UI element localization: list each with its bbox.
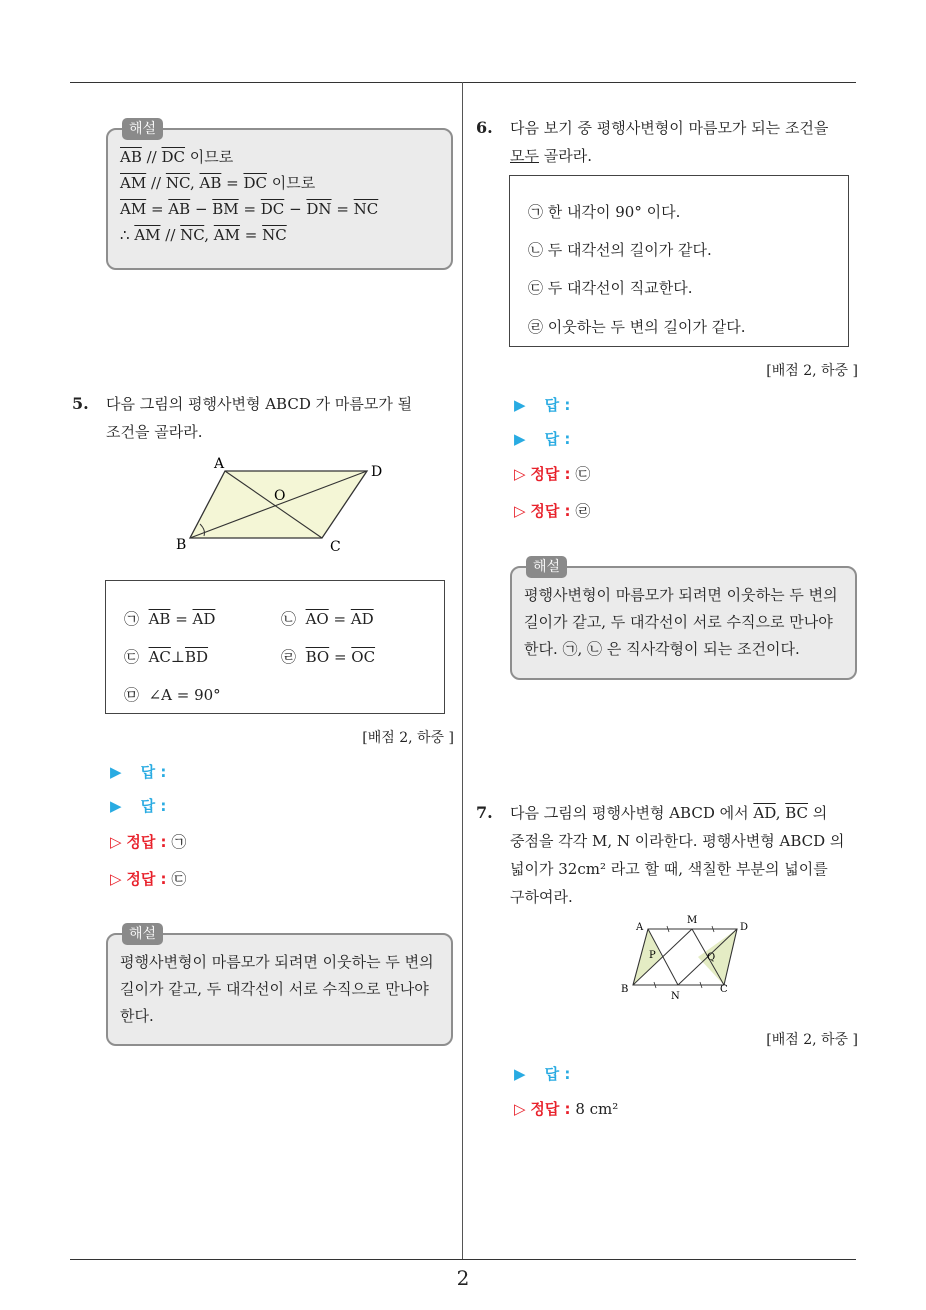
page-number: 2 bbox=[456, 1266, 470, 1290]
triangle-outline-icon: ▷ bbox=[110, 833, 122, 851]
triangle-outline-icon: ▷ bbox=[514, 1100, 526, 1118]
segment-text: $\overline{BD}$ bbox=[184, 648, 209, 666]
segment-text: $\overline{NC}$ bbox=[180, 226, 205, 244]
explanation-line bbox=[120, 170, 439, 196]
segment-text: $\overline{AD}$ bbox=[192, 610, 216, 628]
center-label-o: O bbox=[274, 488, 286, 504]
segment-text: $\overline{NC}$ bbox=[353, 200, 379, 218]
answer-label: 답 : bbox=[544, 1065, 571, 1083]
question-text bbox=[106, 390, 451, 446]
segment-text: $\overline{AC}$ bbox=[148, 648, 171, 666]
explanation-box-q6 bbox=[510, 559, 857, 680]
segment-text: $\overline{BM}$ bbox=[212, 200, 239, 218]
explanation-line: 평행사변형이 마름모가 되려면 이웃하는 두 변의 bbox=[524, 586, 838, 604]
question-number: 5. bbox=[72, 394, 89, 413]
math-text: = bbox=[238, 200, 261, 218]
vertex-label-c: C bbox=[330, 539, 341, 555]
answer-line bbox=[514, 429, 570, 449]
score-note: [배점 2, 하중 ] bbox=[766, 1032, 858, 1048]
math-text: // bbox=[146, 174, 166, 192]
explanation-line bbox=[120, 144, 439, 170]
vertex-label-d: D bbox=[740, 922, 749, 933]
option-item bbox=[281, 608, 374, 629]
triangle-outline-icon: ▷ bbox=[110, 870, 122, 888]
options-box-q6 bbox=[509, 175, 849, 347]
question-line: 중점을 각각 M, N 이라한다. 평행사변형 ABCD 의 bbox=[510, 832, 845, 850]
correct-answer-value: ㉣ bbox=[575, 502, 591, 520]
point-label-p: P bbox=[649, 950, 656, 961]
column-separator bbox=[462, 82, 463, 1259]
question-number: 7. bbox=[476, 803, 493, 822]
parallelogram-figure-q5 bbox=[168, 452, 398, 562]
vertex-label-d: D bbox=[371, 464, 383, 480]
vertex-label-b: B bbox=[176, 537, 187, 553]
play-icon: ▶ bbox=[514, 1065, 526, 1083]
correct-answer-line bbox=[110, 869, 186, 889]
segment-text: $\overline{NC}$ bbox=[262, 226, 287, 244]
question-line: 다음 그림의 평행사변형 ABCD 가 마름모가 될 bbox=[106, 395, 413, 413]
explanation-line bbox=[120, 222, 439, 248]
math-text: = bbox=[221, 174, 244, 192]
correct-answer-value: ㉢ bbox=[575, 465, 591, 483]
question-line: 넓이가 32cm² 라고 할 때, 색칠한 부분의 넓이를 bbox=[510, 860, 828, 878]
math-text: // bbox=[141, 148, 162, 166]
vertex-label-c: C bbox=[720, 984, 728, 995]
play-icon: ▶ bbox=[514, 430, 526, 448]
option-item: ㉡ 두 대각선의 길이가 같다. bbox=[528, 241, 712, 259]
correct-answer-label: 정답 : bbox=[530, 502, 571, 520]
explanation-tag: 해설 bbox=[122, 118, 163, 140]
explanation-tag: 해설 bbox=[526, 556, 567, 578]
math-text: = bbox=[328, 610, 351, 628]
option-mark: ㉡ bbox=[281, 610, 297, 628]
segment-text: $\overline{BC}$ bbox=[785, 804, 809, 822]
explanation-line bbox=[120, 196, 439, 222]
vertex-label-b: B bbox=[621, 984, 629, 995]
math-text: = bbox=[240, 226, 263, 244]
segment-text: $\overline{DC}$ bbox=[243, 174, 267, 192]
question-number: 6. bbox=[476, 118, 493, 137]
answer-line bbox=[514, 395, 570, 415]
math-text: − bbox=[190, 200, 213, 218]
explanation-line: 평행사변형이 마름모가 되려면 이웃하는 두 변의 bbox=[120, 953, 434, 971]
question-line: 다음 보기 중 평행사변형이 마름모가 되는 조건을 bbox=[510, 119, 829, 137]
option-mark: ㉤ bbox=[124, 686, 140, 704]
question-line bbox=[510, 799, 855, 827]
option-item bbox=[124, 646, 208, 667]
answer-label: 답 : bbox=[544, 396, 571, 414]
segment-text: $\overline{BO}$ bbox=[305, 648, 330, 666]
math-text: 이므로 bbox=[266, 174, 316, 192]
math-text: ⊥ bbox=[170, 648, 185, 666]
explanation-box-q4 bbox=[106, 121, 453, 270]
segment-text: $\overline{AM}$ bbox=[213, 226, 240, 244]
explanation-line: 한다. bbox=[120, 1007, 154, 1025]
score-note: [배점 2, 하중 ] bbox=[362, 730, 454, 746]
top-rule bbox=[70, 82, 856, 83]
correct-answer-label: 정답 : bbox=[530, 465, 571, 483]
math-text: , bbox=[189, 174, 200, 192]
question-line bbox=[510, 142, 855, 170]
correct-answer-line bbox=[514, 464, 590, 484]
shaded-triangle-p bbox=[633, 929, 662, 985]
segment-text: $\overline{AM}$ bbox=[120, 174, 147, 192]
play-icon: ▶ bbox=[110, 797, 122, 815]
correct-answer-line bbox=[514, 1099, 618, 1119]
math-text: = bbox=[146, 200, 169, 218]
explanation-box-q5 bbox=[106, 926, 453, 1046]
option-item: ㉠ 한 내각이 90° 이다. bbox=[528, 203, 681, 221]
segment-text: $\overline{DC}$ bbox=[260, 200, 285, 218]
math-text: 이므로 bbox=[185, 148, 234, 166]
answer-label: 답 : bbox=[140, 797, 167, 815]
correct-answer-value: 8 cm² bbox=[575, 1100, 619, 1118]
math-text: ∴ bbox=[120, 226, 135, 244]
correct-answer-line bbox=[110, 832, 186, 852]
segment-text: $\overline{AO}$ bbox=[305, 610, 329, 628]
parallelogram-figure-q7 bbox=[615, 910, 755, 1005]
play-icon: ▶ bbox=[514, 396, 526, 414]
option-item bbox=[124, 684, 221, 705]
segment-text: $\overline{AB}$ bbox=[168, 200, 191, 218]
correct-answer-label: 정답 : bbox=[126, 833, 167, 851]
option-item bbox=[124, 608, 215, 629]
triangle-outline-icon: ▷ bbox=[514, 465, 526, 483]
math-text: = bbox=[329, 648, 352, 666]
segment-text: $\overline{DN}$ bbox=[306, 200, 332, 218]
question-text-part: 다음 그림의 평행사변형 ABCD 에서 bbox=[510, 804, 754, 822]
answer-line bbox=[514, 1064, 570, 1084]
segment-text: $\overline{OC}$ bbox=[351, 648, 376, 666]
math-text: = bbox=[331, 200, 354, 218]
option-mark: ㉢ bbox=[124, 648, 140, 666]
segment-text: $\overline{AB}$ bbox=[120, 148, 142, 166]
question-text-part: , bbox=[775, 804, 786, 822]
segment-text: $\overline{AB}$ bbox=[148, 610, 171, 628]
segment-text: $\overline{AD}$ bbox=[350, 610, 374, 628]
segment-text: $\overline{AM}$ bbox=[120, 200, 147, 218]
question-text-part: 의 bbox=[808, 804, 828, 822]
option-mark: ㉣ bbox=[281, 648, 297, 666]
math-text: = bbox=[170, 610, 193, 628]
segment-text: $\overline{AM}$ bbox=[134, 226, 161, 244]
play-icon: ▶ bbox=[110, 763, 122, 781]
question-text bbox=[510, 114, 855, 170]
segment-text: $\overline{AB}$ bbox=[199, 174, 222, 192]
option-mark: ㉠ bbox=[124, 610, 140, 628]
explanation-tag: 해설 bbox=[122, 923, 163, 945]
bottom-rule bbox=[70, 1259, 856, 1260]
answer-line bbox=[110, 762, 166, 782]
answer-label: 답 : bbox=[544, 430, 571, 448]
score-note: [배점 2, 하중 ] bbox=[766, 363, 858, 379]
explanation-line: 길이가 같고, 두 대각선이 서로 수직으로 만나야 bbox=[524, 613, 833, 631]
vertex-label-m: M bbox=[687, 915, 698, 926]
segment-text: $\overline{AD}$ bbox=[753, 804, 776, 822]
explanation-line: 길이가 같고, 두 대각선이 서로 수직으로 만나야 bbox=[120, 980, 429, 998]
math-text: ∠A = 90° bbox=[148, 686, 221, 704]
segment-text: $\overline{NC}$ bbox=[165, 174, 190, 192]
vertex-label-n: N bbox=[671, 991, 680, 1002]
correct-answer-value: ㉢ bbox=[171, 870, 187, 888]
vertex-label-a: A bbox=[636, 922, 644, 933]
segment-text: $\overline{DC}$ bbox=[161, 148, 186, 166]
math-text: , bbox=[204, 226, 214, 244]
question-line: 구하여라. bbox=[510, 888, 573, 906]
math-text: − bbox=[284, 200, 307, 218]
question-line: 조건을 골라라. bbox=[106, 423, 203, 441]
shaded-triangle-q bbox=[698, 929, 737, 985]
correct-answer-label: 정답 : bbox=[530, 1100, 571, 1118]
correct-answer-label: 정답 : bbox=[126, 870, 167, 888]
point-label-q: Q bbox=[707, 952, 716, 963]
option-item: ㉣ 이웃하는 두 변의 길이가 같다. bbox=[528, 318, 746, 336]
option-item bbox=[281, 646, 375, 667]
triangle-outline-icon: ▷ bbox=[514, 502, 526, 520]
question-text-rest: 골라라. bbox=[538, 147, 592, 165]
vertex-label-a: A bbox=[214, 456, 225, 472]
correct-answer-value: ㉠ bbox=[171, 833, 187, 851]
question-text bbox=[510, 799, 855, 911]
math-text: // bbox=[160, 226, 181, 244]
options-box-q5 bbox=[105, 580, 445, 714]
answer-label: 답 : bbox=[140, 763, 167, 781]
emphasis-text: 모두 bbox=[510, 147, 539, 165]
explanation-line: 한다. ㉠, ㉡ 은 직사각형이 되는 조건이다. bbox=[524, 640, 800, 658]
answer-line bbox=[110, 796, 166, 816]
correct-answer-line bbox=[514, 501, 590, 521]
option-item: ㉢ 두 대각선이 직교한다. bbox=[528, 279, 693, 297]
